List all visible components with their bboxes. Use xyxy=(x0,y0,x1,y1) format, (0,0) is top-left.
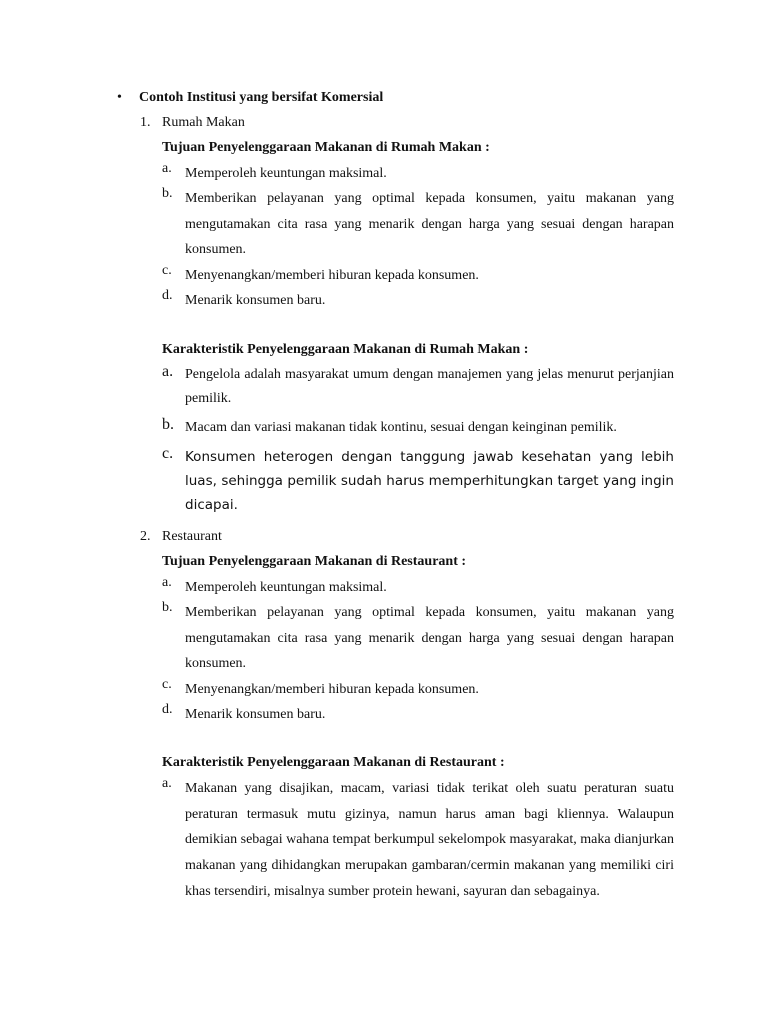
item-letter: b. xyxy=(162,600,173,615)
item-text: Menarik konsumen baru. xyxy=(185,707,326,722)
bullet-icon: • xyxy=(117,90,122,105)
item-text: Menyenangkan/memberi hiburan kepada konsumen. xyxy=(185,268,479,283)
section-number: 2. xyxy=(140,529,151,544)
item-text: Pengelola adalah masyarakat umum dengan manajemen yang jelas menurut perjanjian pemilik. xyxy=(185,367,674,406)
list-item xyxy=(162,445,674,517)
section-title: Rumah Makan xyxy=(162,115,245,130)
section-number: 1. xyxy=(140,115,151,130)
item-text: Menarik konsumen baru. xyxy=(185,293,326,308)
list-item xyxy=(162,776,674,905)
item-text: Macam dan variasi makanan tidak kontinu, sesuai dengan keinginan pemilik. xyxy=(185,420,617,435)
item-letter: b. xyxy=(162,416,174,433)
list-item xyxy=(162,263,674,289)
item-letter: c. xyxy=(162,677,172,692)
item-text: Memperoleh keuntungan maksimal. xyxy=(185,580,387,595)
item-text: Makanan yang disajikan, macam, variasi tidak terikat oleh suatu peraturan suatu peraturan termasuk mutu gizinya, namun harus aman bagi kliennya. Walaupun demikian sebagai wahana tempat berkumpul sekelompok masyarakat, maka dianjurkan makanan yang dihidangkan merupakan gambaran/cermin makanan yang memiliki ciri khas tersendiri, misalnya sumber protein hewani, sayuran dan sebagainya. xyxy=(185,781,674,899)
item-letter: c. xyxy=(162,445,174,462)
characteristics-heading-rumah-makan: Karakteristik Penyelenggaraan Makanan di Rumah Makan : xyxy=(162,342,529,357)
list-item xyxy=(162,416,674,440)
item-letter: d. xyxy=(162,288,173,303)
item-letter: a. xyxy=(162,363,174,380)
list-item xyxy=(162,677,674,703)
list-item xyxy=(162,186,674,263)
list-item xyxy=(162,288,674,314)
item-letter: d. xyxy=(162,702,173,717)
list-item xyxy=(162,363,674,411)
list-item xyxy=(162,702,674,728)
item-letter: c. xyxy=(162,263,172,278)
item-text: Memberikan pelayanan yang optimal kepada konsumen, yaitu makanan yang mengutamakan cita rasa yang menarik dengan harga yang sesuai dengan harapan konsumen. xyxy=(185,191,674,257)
goals-heading-rumah-makan: Tujuan Penyelenggaraan Makanan di Rumah Makan : xyxy=(162,140,490,155)
section-title-restaurant xyxy=(140,527,222,547)
item-text: Menyenangkan/memberi hiburan kepada konsumen. xyxy=(185,682,479,697)
goals-heading-restaurant: Tujuan Penyelenggaraan Makanan di Restaurant : xyxy=(162,554,467,569)
characteristics-heading-restaurant: Karakteristik Penyelenggaraan Makanan di Restaurant : xyxy=(162,755,505,770)
section-title-rumah-makan xyxy=(140,113,245,133)
item-text: Konsumen heterogen dengan tanggung jawab kesehatan yang lebih luas, sehingga pemilik sudah harus memperhitungkan target yang ingin dicapai. xyxy=(185,449,674,513)
item-letter: a. xyxy=(162,776,172,791)
list-item xyxy=(162,600,674,677)
list-item xyxy=(162,575,674,601)
list-item xyxy=(162,161,674,187)
item-letter: a. xyxy=(162,575,172,590)
item-letter: b. xyxy=(162,186,173,201)
item-text: Memperoleh keuntungan maksimal. xyxy=(185,166,387,181)
section-title: Restaurant xyxy=(162,529,222,544)
item-letter: a. xyxy=(162,161,172,176)
institution-heading-text: Contoh Institusi yang bersifat Komersial xyxy=(139,90,384,105)
item-text: Memberikan pelayanan yang optimal kepada konsumen, yaitu makanan yang mengutamakan cita rasa yang menarik dengan harga yang sesuai dengan harapan konsumen. xyxy=(185,605,674,671)
